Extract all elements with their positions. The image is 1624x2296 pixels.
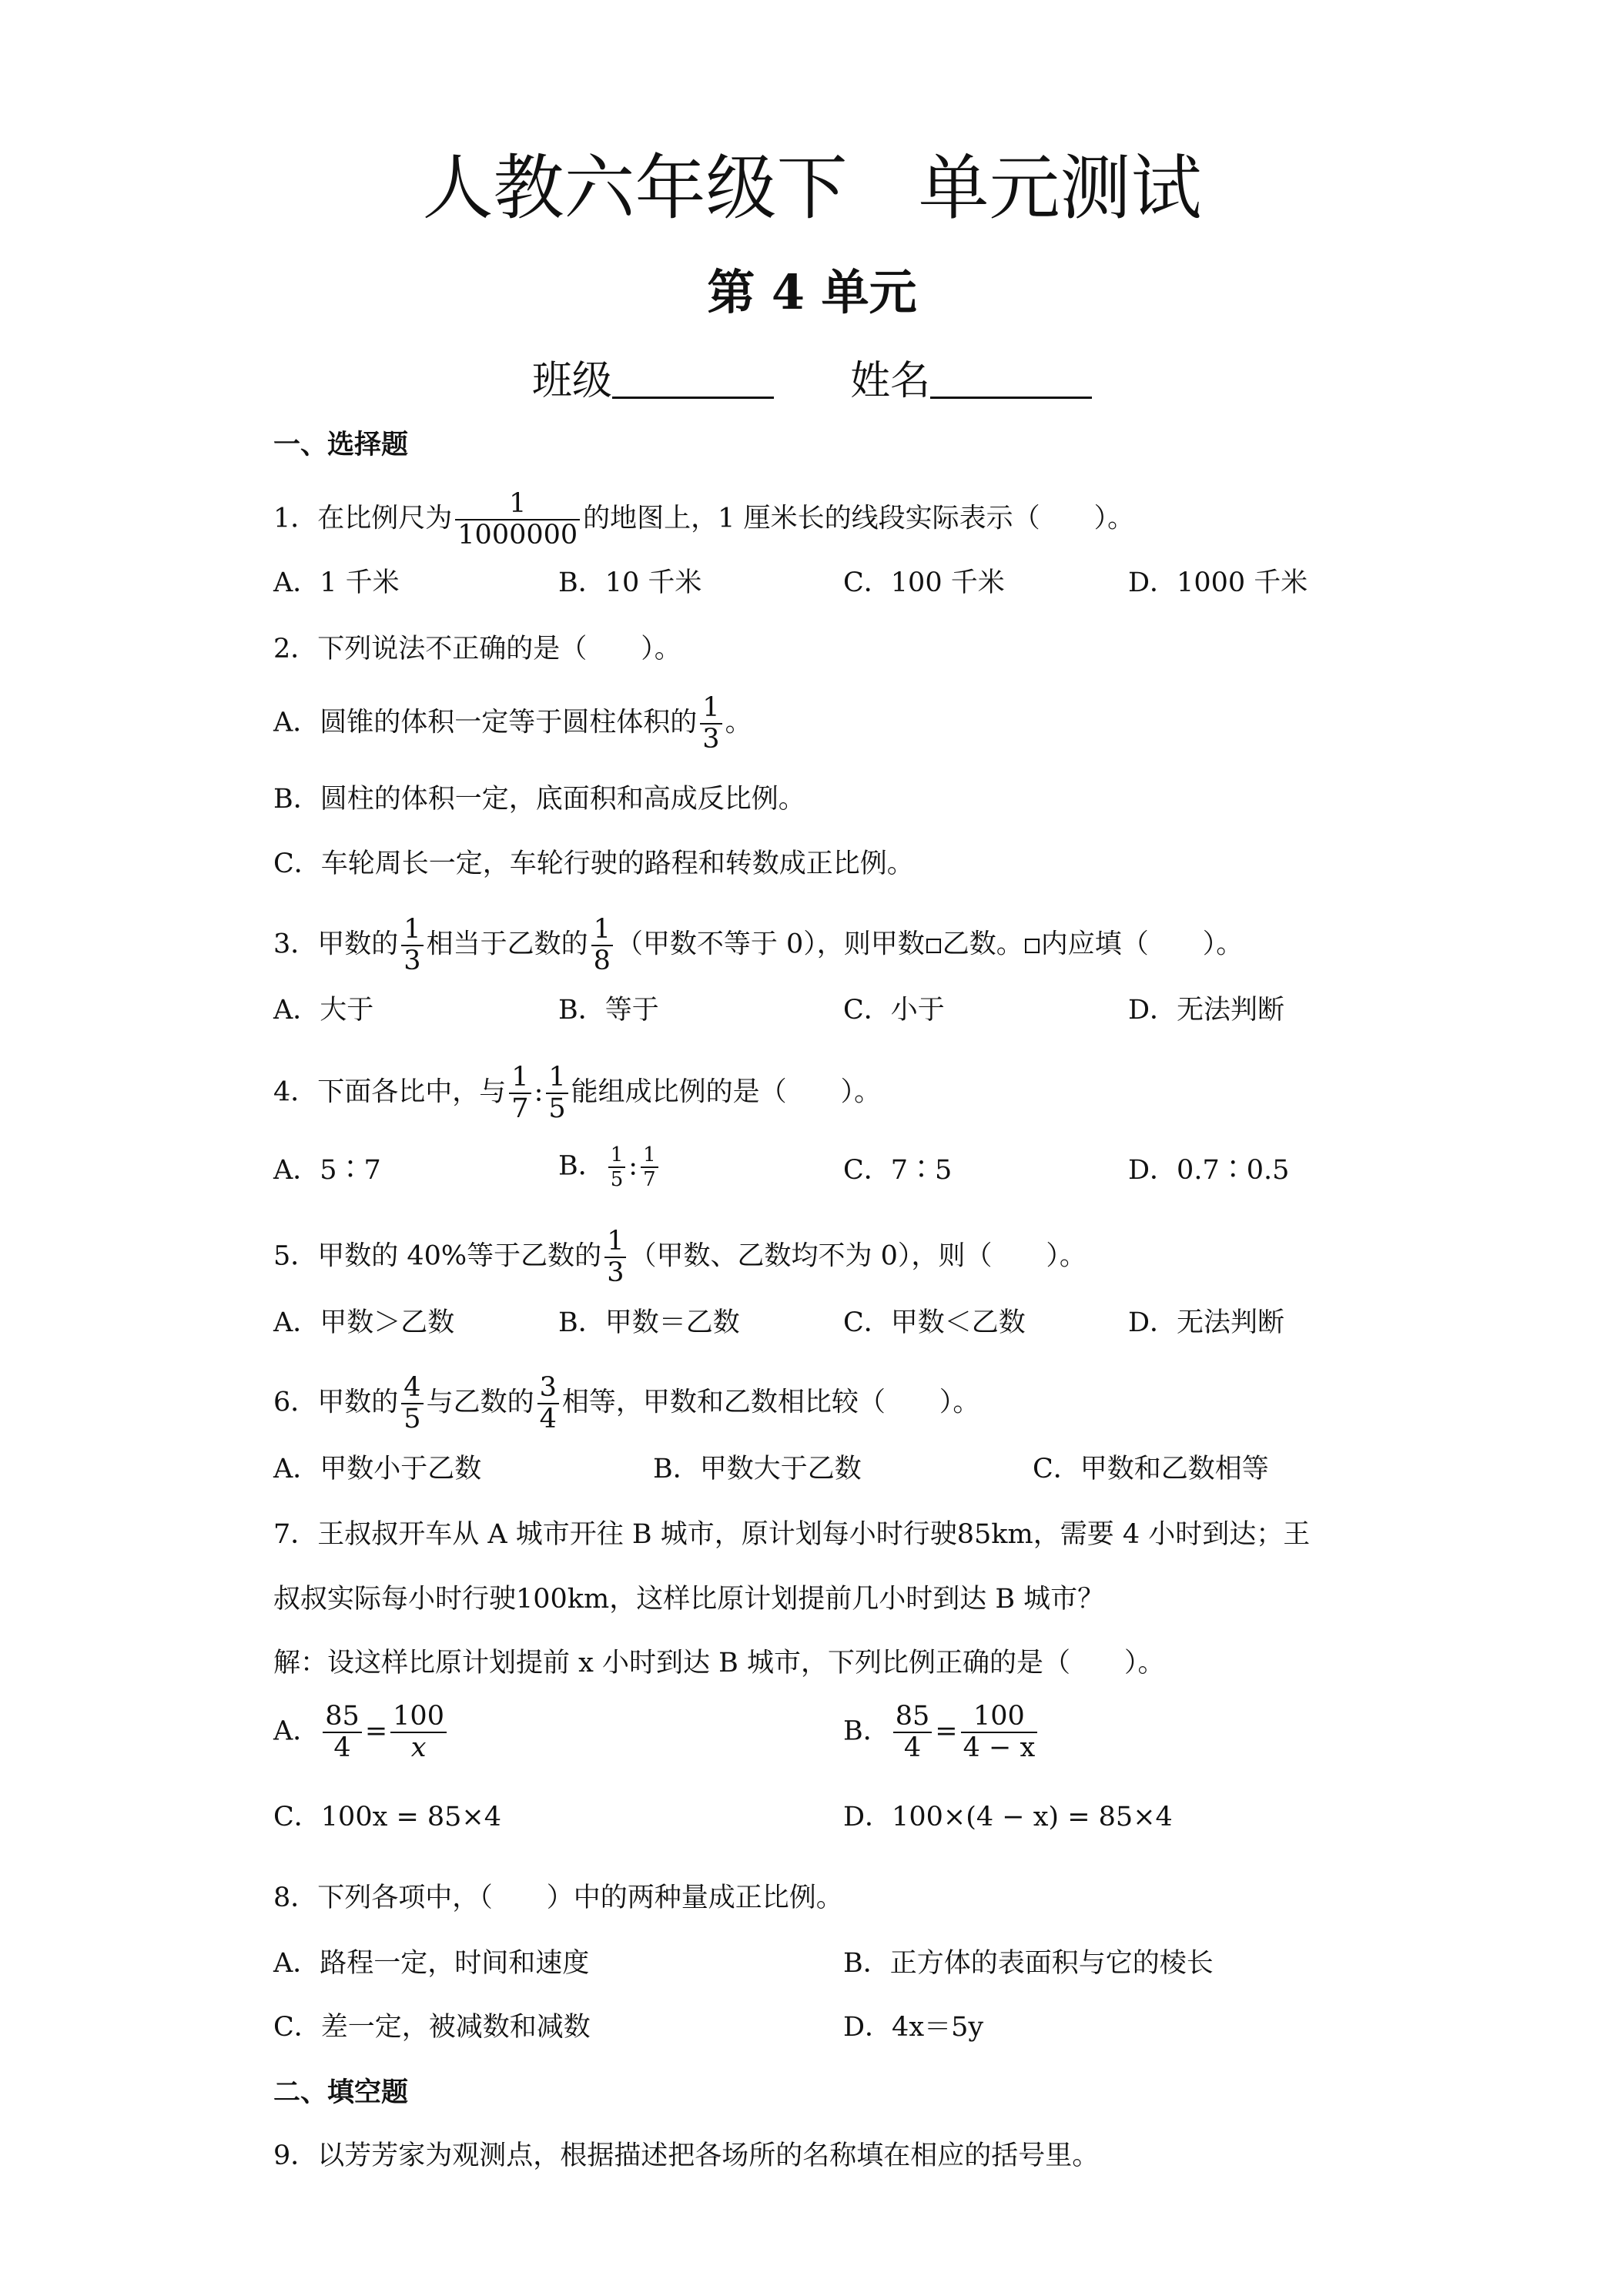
class-label: 班级 bbox=[531, 358, 612, 404]
fraction-numerator: 1 bbox=[608, 1143, 626, 1168]
fraction-denominator: 5 bbox=[548, 1093, 566, 1124]
q4-option-a[interactable]: A．5∶7 bbox=[273, 1155, 381, 1186]
q3-option-c[interactable]: C．小于 bbox=[843, 995, 945, 1026]
name-label: 姓名 bbox=[850, 358, 931, 404]
q4-option-b-label: B． bbox=[558, 1150, 605, 1182]
q4-option-b[interactable] bbox=[558, 1143, 661, 1191]
section-heading-choice: 一、选择题 bbox=[273, 429, 409, 460]
fraction-denominator: 3 bbox=[403, 946, 421, 976]
q6-fraction-2 bbox=[537, 1373, 559, 1434]
fraction-numerator: 1 bbox=[401, 915, 423, 946]
q7-option-a-fraction-1 bbox=[323, 1702, 362, 1763]
fraction-denominator: 3 bbox=[702, 724, 720, 755]
section-heading-fill: 二、填空题 bbox=[273, 2077, 409, 2108]
fraction-numerator: 3 bbox=[537, 1373, 559, 1404]
ratio-colon: : bbox=[534, 1076, 544, 1108]
q7-option-a-fraction-2 bbox=[390, 1702, 447, 1763]
q6-option-b[interactable]: B．甲数大于乙数 bbox=[653, 1454, 862, 1484]
q3-fraction-2 bbox=[591, 915, 613, 976]
q4-option-c[interactable]: C．7∶5 bbox=[843, 1155, 953, 1186]
fraction-denominator: 3 bbox=[607, 1257, 624, 1288]
q2-option-a-end: 。 bbox=[725, 707, 752, 738]
q1-option-b[interactable]: B．10 千米 bbox=[558, 567, 702, 598]
q5-option-d[interactable]: D．无法判断 bbox=[1128, 1307, 1285, 1338]
q7-option-b-fraction-2 bbox=[961, 1702, 1038, 1763]
question-6 bbox=[273, 1373, 979, 1434]
question-1 bbox=[273, 489, 1134, 551]
fraction-denominator: 8 bbox=[593, 946, 611, 976]
fraction-numerator: 1 bbox=[591, 915, 613, 946]
q3-option-b[interactable]: B．等于 bbox=[558, 995, 659, 1026]
q3-text-e: 内应填（ ）。 bbox=[1040, 929, 1244, 960]
fraction-numerator: 100 bbox=[961, 1702, 1038, 1733]
q1-option-c[interactable]: C．100 千米 bbox=[843, 567, 1005, 598]
q4-option-d[interactable]: D．0.7∶0.5 bbox=[1128, 1155, 1290, 1186]
fraction-numerator: 1 bbox=[455, 489, 580, 520]
fraction-denominator: 4 bbox=[903, 1732, 922, 1763]
fraction-denominator: 5 bbox=[610, 1168, 624, 1191]
q3-text-b: 相当于乙数的 bbox=[426, 929, 588, 960]
fraction-numerator: 1 bbox=[700, 693, 722, 725]
q7-option-b-label: B． bbox=[843, 1715, 890, 1747]
question-8: 8．下列各项中，（ ）中的两种量成正比例。 bbox=[273, 1883, 843, 1913]
q1-text-a: 1．在比例尺为 bbox=[273, 503, 453, 534]
unit-subtitle: 第 4 单元 bbox=[707, 264, 917, 320]
q2-option-a-text: A．圆锥的体积一定等于圆柱体积的 bbox=[273, 707, 698, 738]
q2-option-a[interactable] bbox=[273, 693, 752, 755]
question-4 bbox=[273, 1063, 881, 1124]
question-7-line-1: 7．王叔叔开车从 A 城市开往 B 城市，原计划每小时行驶85km，需要 4 小时到达；王 bbox=[273, 1519, 1311, 1550]
fraction-numerator: 85 bbox=[893, 1702, 933, 1733]
q5-fraction bbox=[604, 1227, 626, 1288]
q5-text-a: 5．甲数的 40%等于乙数的 bbox=[273, 1240, 602, 1272]
q6-text-a: 6．甲数的 bbox=[273, 1387, 399, 1418]
q3-text-a: 3．甲数的 bbox=[273, 929, 399, 960]
fraction-denominator: 5 bbox=[403, 1404, 421, 1434]
q8-option-a[interactable]: A．路程一定，时间和速度 bbox=[273, 1948, 590, 1979]
q1-text-b: 的地图上，1 厘米长的线段实际表示（ ）。 bbox=[583, 503, 1135, 534]
q4-option-b-fraction-1 bbox=[608, 1143, 626, 1191]
fraction-denominator: 7 bbox=[511, 1093, 529, 1124]
equals-sign: = bbox=[935, 1715, 958, 1747]
q2-option-c[interactable]: C．车轮周长一定，车轮行驶的路程和转数成正比例。 bbox=[273, 848, 914, 879]
class-blank[interactable] bbox=[612, 350, 774, 399]
class-name-line bbox=[0, 350, 1624, 412]
question-7-line-2: 叔叔实际每小时行驶100km，这样比原计划提前几小时到达 B 城市？ bbox=[273, 1584, 1105, 1615]
q6-text-b: 与乙数的 bbox=[426, 1387, 534, 1418]
fraction-denominator: 4 − x bbox=[963, 1732, 1036, 1763]
q4-text-b: 能组成比例的是（ ）。 bbox=[571, 1076, 882, 1108]
q8-option-d[interactable]: D．4x＝5y bbox=[843, 2012, 984, 2043]
q5-text-b: （甲数、乙数均不为 0），则（ ）。 bbox=[629, 1240, 1087, 1272]
q8-option-b[interactable]: B．正方体的表面积与它的棱长 bbox=[843, 1948, 1214, 1979]
q6-fraction-1 bbox=[401, 1373, 423, 1434]
fraction-numerator: 1 bbox=[546, 1063, 568, 1094]
ratio-colon: : bbox=[628, 1150, 638, 1182]
fraction-denominator: 4 bbox=[333, 1732, 351, 1763]
q7-option-b[interactable] bbox=[843, 1702, 1040, 1763]
fraction-numerator: 1 bbox=[641, 1143, 658, 1168]
q2-option-b[interactable]: B．圆柱的体积一定，底面积和高成反比例。 bbox=[273, 784, 805, 815]
fraction-numerator: 1 bbox=[604, 1227, 626, 1258]
q2-fraction bbox=[700, 693, 722, 755]
fraction-denominator: x bbox=[410, 1732, 427, 1763]
fraction-numerator: 1 bbox=[509, 1063, 531, 1094]
blank-box-icon bbox=[1025, 939, 1040, 953]
q4-option-b-fraction-2 bbox=[641, 1143, 658, 1191]
question-9: 9．以芳芳家为观测点，根据描述把各场所的名称填在相应的括号里。 bbox=[273, 2140, 1100, 2171]
blank-box-icon[interactable] bbox=[926, 939, 941, 953]
q6-text-c: 相等，甲数和乙数相比较（ ）。 bbox=[561, 1387, 980, 1418]
q8-option-c[interactable]: C．差一定，被减数和减数 bbox=[273, 2012, 591, 2043]
q3-option-a[interactable]: A．大于 bbox=[273, 995, 374, 1026]
q3-text-d: 乙数。 bbox=[942, 929, 1023, 960]
fraction-numerator: 100 bbox=[390, 1702, 447, 1733]
q4-fraction-2 bbox=[546, 1063, 568, 1124]
equals-sign: = bbox=[364, 1715, 388, 1747]
q1-option-a[interactable]: A．1 千米 bbox=[273, 567, 400, 598]
q7-option-a-label: A． bbox=[273, 1715, 320, 1747]
q5-option-a[interactable]: A．甲数＞乙数 bbox=[273, 1307, 455, 1338]
q6-option-a[interactable]: A．甲数小于乙数 bbox=[273, 1454, 482, 1484]
q3-option-d[interactable]: D．无法判断 bbox=[1128, 995, 1285, 1026]
q6-option-c[interactable]: C．甲数和乙数相等 bbox=[1033, 1454, 1269, 1484]
fraction-numerator: 4 bbox=[401, 1373, 423, 1404]
q4-fraction-1 bbox=[509, 1063, 531, 1124]
q7-option-b-fraction-1 bbox=[893, 1702, 933, 1763]
q3-fraction-1 bbox=[401, 915, 423, 976]
q7-option-d[interactable]: D．100×(4 − x) = 85×4 bbox=[843, 1802, 1173, 1832]
q5-option-c[interactable]: C．甲数＜乙数 bbox=[843, 1307, 1026, 1338]
q3-text-c: （甲数不等于 0），则甲数 bbox=[615, 929, 925, 960]
question-2: 2．下列说法不正确的是（ ）。 bbox=[273, 634, 681, 664]
fraction-numerator: 85 bbox=[323, 1702, 362, 1733]
q4-text-a: 4．下面各比中，与 bbox=[273, 1076, 507, 1108]
fraction-denominator: 1000000 bbox=[457, 520, 578, 551]
fraction-denominator: 7 bbox=[643, 1168, 656, 1191]
fraction-denominator: 4 bbox=[539, 1404, 557, 1434]
q5-option-b[interactable]: B．甲数＝乙数 bbox=[558, 1307, 740, 1338]
q7-option-c[interactable]: C．100x = 85×4 bbox=[273, 1802, 502, 1832]
question-7-line-3: 解：设这样比原计划提前 x 小时到达 B 城市，下列比例正确的是（ ）。 bbox=[273, 1648, 1165, 1678]
q7-option-a[interactable] bbox=[273, 1702, 450, 1763]
question-5 bbox=[273, 1227, 1087, 1288]
page-title: 人教六年级下 单元测试 bbox=[422, 147, 1202, 229]
q1-option-d[interactable]: D．1000 千米 bbox=[1128, 567, 1308, 598]
question-3 bbox=[273, 915, 1243, 976]
q1-scale-fraction bbox=[455, 489, 580, 551]
name-blank[interactable] bbox=[930, 350, 1092, 399]
